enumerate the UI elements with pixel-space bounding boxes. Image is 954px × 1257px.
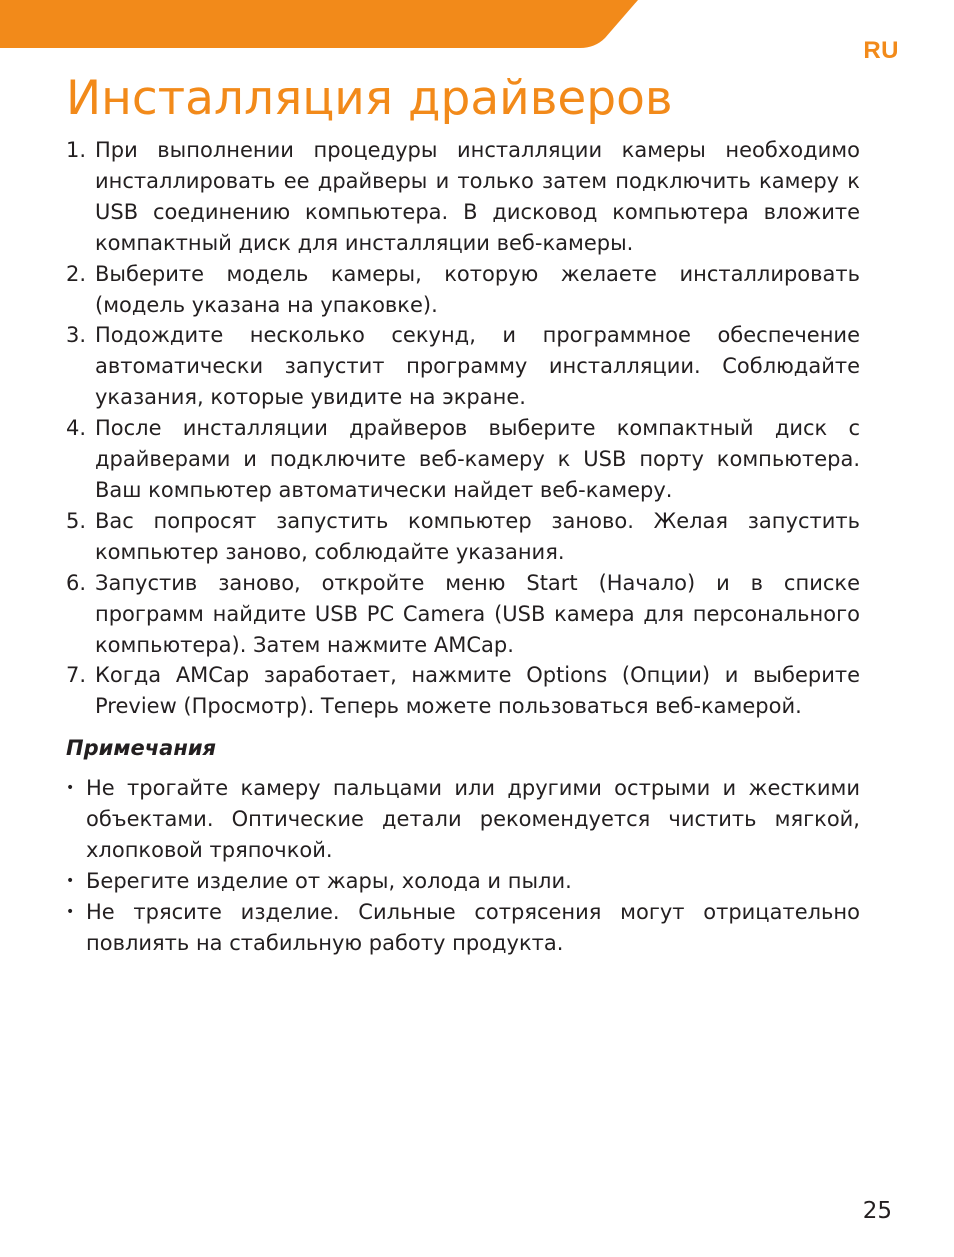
list-item (66, 660, 860, 722)
note-text: Не трясите изделие. Сильные сотрясения могут отрицательно повлиять на стабильную работу продукта. (86, 899, 860, 955)
step-text: Запустив заново, откройте меню Start (Начало) и в списке программ найдите USB PC Camera (USB камера для персонального компьютера). Затем нажмите AMCap. (95, 570, 860, 657)
step-number: 1. (66, 138, 87, 162)
bullet-icon: • (66, 780, 75, 796)
step-text: Подождите несколько секунд, и программное обеспечение автоматически запустит программу инсталляции. Соблюдайте указания, которые увидите на экране. (95, 323, 860, 410)
notes-list (66, 773, 860, 958)
step-number: 6. (66, 570, 87, 595)
step-text: После инсталляции драйверов выберите компактный диск с драйверами и подключите веб-камеру к USB порту компьютера. Ваш компьютер автоматически найдет веб-камеру. (95, 416, 860, 502)
notes-heading: Примечания (66, 736, 217, 760)
step-text: При выполнении процедуры инсталляции камеры необходимо инсталлировать ее драйверы и только затем подключить камеру к USB соединению компьютера. В дисковод компьютера вложите компактный диск для инсталляции веб-камеры. (95, 138, 860, 255)
step-number: 2. (66, 261, 87, 286)
step-number: 7. (66, 663, 87, 688)
bullet-icon: • (66, 872, 75, 889)
step-number: 3. (66, 323, 87, 348)
list-item (66, 506, 860, 568)
list-item (66, 413, 860, 506)
list-item (66, 773, 860, 866)
step-text: Когда AMCap заработает, нажмите Options (Опции) и выберите Preview (Просмотр). Теперь можете пользоваться веб-камерой. (95, 663, 860, 719)
step-text: Выберите модель камеры, которую желаете инсталлировать (модель указана на упаковке). (95, 261, 860, 317)
page-title: Инсталляция драйверов (66, 71, 673, 126)
step-number: 4. (66, 416, 87, 441)
header-band-shape (0, 0, 638, 48)
step-number: 5. (66, 508, 87, 533)
bullet-icon: • (66, 903, 75, 920)
list-item (66, 866, 860, 897)
header-orange-band (0, 0, 640, 48)
list-item (66, 135, 860, 259)
page-number: 25 (862, 1198, 892, 1224)
installation-steps-list (66, 135, 860, 722)
list-item (66, 259, 860, 321)
note-text: Не трогайте камеру пальцами или другими острыми и жесткими объектами. Оптические детали рекомендуется чистить мягкой, хлопковой тряпочкой. (86, 776, 860, 862)
language-badge: RU (863, 37, 899, 64)
step-text: Вас попросят запустить компьютер заново. Желая запустить компьютер заново, соблюдайте указания. (95, 508, 860, 564)
list-item (66, 897, 860, 959)
list-item (66, 568, 860, 661)
list-item (66, 320, 860, 413)
note-text: Берегите изделие от жары, холода и пыли. (86, 868, 572, 893)
